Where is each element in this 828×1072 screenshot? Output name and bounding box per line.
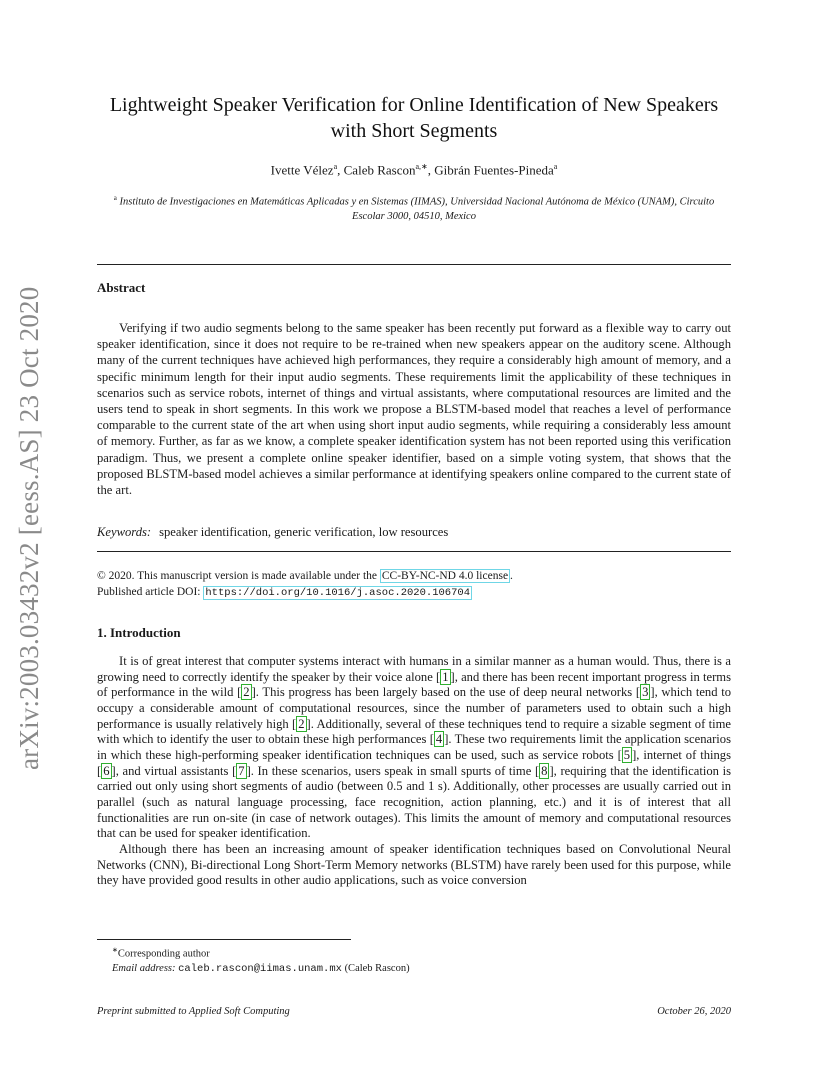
corresponding-author-note: Corresponding author	[117, 948, 210, 960]
title-line-1: Lightweight Speaker Verification for Online Identification of New Speakers	[109, 94, 719, 116]
email-label: Email address:	[112, 962, 176, 974]
citation-link[interactable]: 6	[103, 763, 110, 778]
keywords-text: speaker identification, generic verification, low resources	[159, 525, 449, 539]
doi-label: Published article DOI:	[97, 586, 201, 598]
top-divider	[97, 264, 731, 265]
footnote-mark: ∗	[112, 946, 118, 954]
author-mark: a	[553, 162, 558, 171]
affiliation	[98, 191, 730, 224]
citation-link[interactable]: 4	[435, 732, 443, 747]
citation-link[interactable]: 3	[642, 685, 649, 700]
keywords-line	[97, 525, 731, 540]
author-mark: a	[333, 162, 338, 171]
author-list: Ivette Vélez$^a$, Caleb Rascon$^{a,∗}$, Gibrán Fuentes-Pineda$^a$	[270, 162, 558, 178]
citation-link[interactable]: 2	[243, 685, 250, 700]
author-name: Gibrán Fuentes-Pineda	[434, 162, 554, 178]
paper-title	[98, 92, 730, 144]
affiliation-mark: a	[113, 194, 117, 202]
footnotes	[112, 943, 410, 976]
abstract-text: Verifying if two audio segments belong to the same speaker has been recently put forward as a flexible way to carry out speaker identification, since it does not require to be re-trained when new speakers appear on the auditory scene. Although many of the current techniques have achieved high performances, they require a considerably high amount of memory, and a specific minimum length for their input audio segments. These requirements limit the applicability of these techniques in scenarios such as service robots, internet of things and virtual assistants, where computational resources are limited and the users tend to speak in short segments. In this work we propose a BLSTM-based model that reaches a level of performance comparable to the current state of the art when using short input audio segments, while requiring a considerably less amount of memory. Further, as far as we know, a complete speaker identification system has not been reported using this verification paradigm. Thus, we present a complete online speaker identifier, based on a simple voting system, that shows that the proposed BLSTM-based model achieves a similar performance at identifying speakers online compared to the current state of the art.	[97, 321, 731, 498]
citation-link[interactable]: 8	[541, 763, 548, 778]
citation-link[interactable]: 5	[623, 747, 631, 762]
footer-date: October 26, 2020	[657, 1006, 731, 1017]
license-link[interactable]: CC-BY-NC-ND 4.0 license	[381, 570, 509, 582]
author-name: Ivette Vélez	[270, 162, 334, 178]
email-owner: (Caleb Rascon)	[344, 962, 410, 974]
affiliation-text: Instituto de Investigaciones en Matemáticas Aplicadas y en Sistemas (IIMAS), Universidad Nacional Autónoma de México (UNAM), Circuito Escolar 3000, 04510, Mexico	[119, 196, 715, 222]
abstract-heading: Abstract	[97, 280, 146, 295]
arxiv-identifier-stamp: arXiv:2003.03432v2 [eess.AS] 23 Oct 2020	[14, 286, 44, 770]
author-mark: a,∗	[415, 162, 428, 171]
citation-link[interactable]: 2	[298, 716, 305, 731]
bottom-divider	[97, 551, 731, 552]
footnote-rule	[97, 939, 351, 940]
license-prefix: © 2020. This manuscript version is made available under the	[97, 570, 377, 582]
doi-link[interactable]: https://doi.org/10.1016/j.asoc.2020.106704	[205, 587, 471, 599]
introduction-body	[97, 654, 731, 889]
introduction-heading: 1. Introduction	[97, 625, 181, 640]
license-notice	[97, 568, 731, 601]
citation-link[interactable]: 7	[238, 763, 245, 778]
footer-preprint-note: Preprint submitted to Applied Soft Computing	[97, 1006, 290, 1017]
keywords-label: Keywords:	[97, 525, 152, 539]
email-address[interactable]: caleb.rascon@iimas.unam.mx	[178, 962, 342, 975]
title-line-2: with Short Segments	[330, 120, 498, 142]
author-name: Caleb Rascon	[343, 162, 416, 178]
license-suffix: .	[510, 570, 513, 582]
citation-link[interactable]: 1	[442, 669, 449, 684]
introduction-paragraph-2: Although there has been an increasing amount of speaker identification techniques based on Convolutional Neural Networks (CNN), Bi-directional Long Short-Term Memory networks (BLSTM) have rarely been used for this purpose, while they have provided good results in other audio applications, such as voice conversion	[97, 841, 731, 888]
introduction-paragraph-1: It is of great interest that computer systems interact with humans in a similar manner as a human would. Thus, there is a growing need to correctly identify the speaker by their voice alone [ 1 ], and there has been recent important progress in terms of performance in the wild [ 2 ]. This progress has been largely based on the use of deep neural networks [ 3 ], which tend to occupy a considerable amount of computational resources, since the number of parameters used to obtain such a high performance is usually relatively high [ 2 ]. Additionally, several of these techniques tend to require a sizable segment of time with which to identify the user to obtain these high performances [ 4 ]. These two requirements limit the application scenarios in which these high-performing speaker identification techniques can be used, such as service robots [ 5 ], internet of things [ 6 ], and virtual assistants [ 7 ]. In these scenarios, users speak in small spurts of time [ 8 ], requiring that the identification is carried out only using short segments of audio (between 0.5 and 1 s). Additionally, other processes are usually carried out in parallel (such as natural language processing, face recognition, action planning, etc.) and it is of interest that all functionalities are run on-site (in case of network outages). This limits the amount of memory and computational resources that can be used for speaker identification.	[97, 654, 732, 841]
